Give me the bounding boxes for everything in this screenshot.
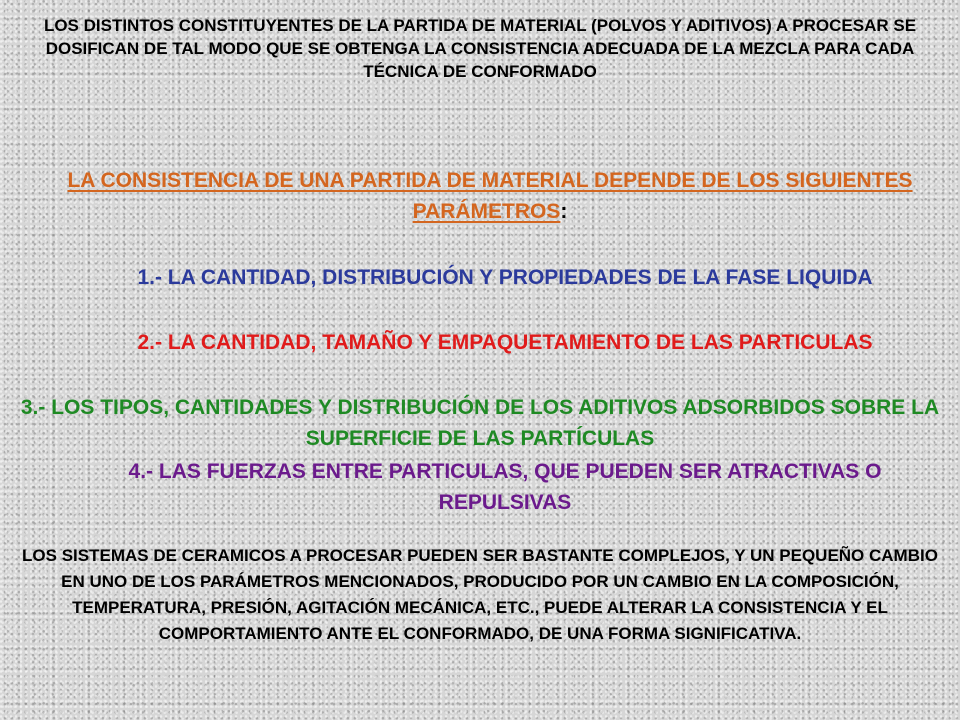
parameter-item-3: 3.- LOS TIPOS, CANTIDADES Y DISTRIBUCIÓN DE LOS ADITIVOS ADSORBIDOS SOBRE LA SUPERFICIE DE LAS PARTÍCULAS xyxy=(20,396,940,450)
parameter-item-1: 1.- LA CANTIDAD, DISTRIBUCIÓN Y PROPIEDADES DE LA FASE LIQUIDA xyxy=(137,266,873,289)
parameters-heading-colon: : xyxy=(560,200,568,223)
parameters-heading-text: LA CONSISTENCIA DE UNA PARTIDA DE MATERIAL DEPENDE DE LOS SIGUIENTES PARÁMETROS xyxy=(67,169,913,223)
conclusion-paragraph: LOS SISTEMAS DE CERAMICOS A PROCESAR PUEDEN SER BASTANTE COMPLEJOS, Y UN PEQUEÑO CAMBIO EN UNO DE LOS PARÁMETROS MENCIONADOS, PRODUCIDO POR UN CAMBIO EN LA COMPOSICIÓN, TEMPERATURA, PRESIÓN, AGITACIÓN MECÁNICA, ETC., PUEDE ALTERAR LA CONSISTENCIA Y EL COMPORTAMIENTO ANTE EL CONFORMADO, DE UNA FORMA SIGNIFICATIVA. xyxy=(22,546,938,643)
parameter-item-4: 4.- LAS FUERZAS ENTRE PARTICULAS, QUE PUEDEN SER ATRACTIVAS O REPULSIVAS xyxy=(128,460,882,514)
parameters-heading xyxy=(40,165,940,227)
parameter-item-2: 2.- LA CANTIDAD, TAMAÑO Y EMPAQUETAMIENTO DE LAS PARTICULAS xyxy=(137,331,873,354)
intro-paragraph: LOS DISTINTOS CONSTITUYENTES DE LA PARTIDA DE MATERIAL (POLVOS Y ADITIVOS) A PROCESAR SE DOSIFICAN DE TAL MODO QUE SE OBTENGA LA CONSISTENCIA ADECUADA DE LA MEZCLA PARA CADA TÉCNICA DE CONFORMADO xyxy=(43,16,917,81)
